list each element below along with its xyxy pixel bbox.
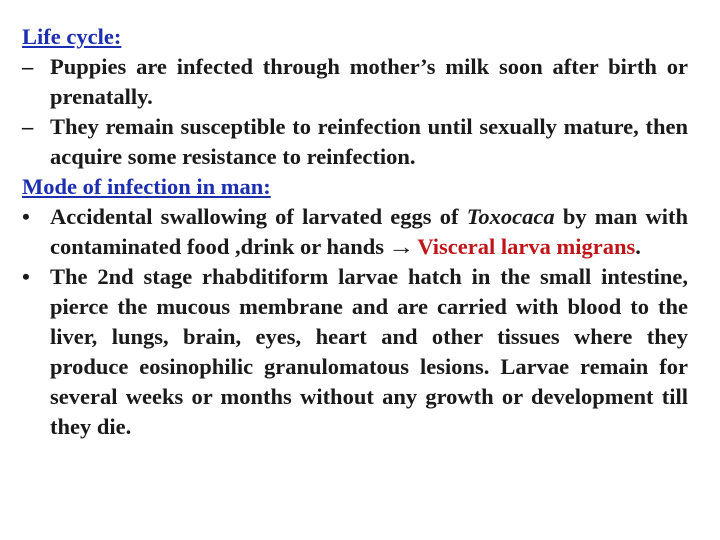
disease-name: Visceral larva migrans	[417, 234, 636, 259]
dash-marker: –	[22, 114, 34, 139]
right-arrow-icon: →	[387, 234, 414, 259]
bullet-marker: •	[22, 264, 30, 289]
list-item	[22, 202, 688, 262]
life-cycle-heading: Life cycle:	[22, 24, 122, 49]
species-name: Toxocaca	[466, 204, 555, 229]
item-text: by man with contaminated food ,drink or hands	[50, 204, 688, 259]
item-text: Puppies are infected through mother’s milk soon after birth or prenatally.	[50, 54, 688, 109]
item-text: The 2nd stage rhabditiform larvae hatch in the small intestine, pierce the mucous membrane and are carried with blood to the liver, lungs, brain, eyes, heart and other tissues where they produce eosinophilic granulomatous lesions. Larvae remain for several weeks or months without any growth or development till they die.	[50, 264, 688, 439]
dash-marker: –	[22, 54, 34, 79]
item-text: They remain susceptible to reinfection until sexually mature, then acquire some resistance to reinfection.	[50, 114, 688, 169]
list-item	[22, 262, 688, 442]
list-item	[22, 52, 688, 112]
item-text: Accidental swallowing of larvated eggs of	[50, 204, 467, 229]
bullet-marker: •	[22, 204, 30, 229]
mode-of-infection-heading: Mode of infection in man:	[22, 174, 271, 199]
list-item	[22, 112, 688, 172]
item-text: .	[635, 234, 641, 259]
slide-content	[22, 22, 688, 442]
